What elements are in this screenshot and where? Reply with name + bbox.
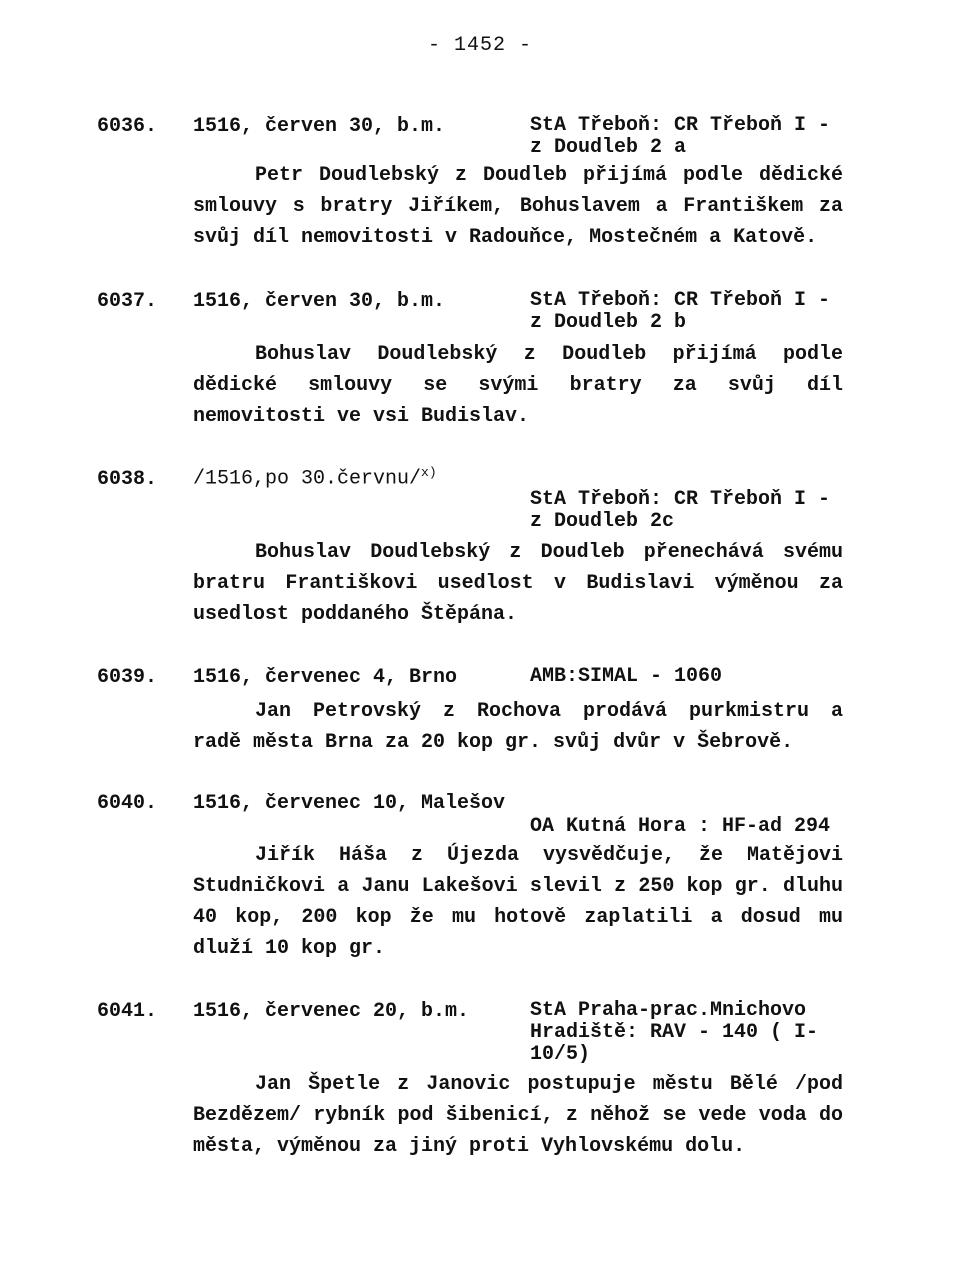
footnote-mark: x) bbox=[421, 465, 437, 480]
page-number: - 1452 - bbox=[427, 34, 532, 57]
entry-text: Petr Doudlebský z Doudleb přijímá podle dědické smlouvy s bratry Jiříkem, Bohuslavem a Františkem za svůj díl nemovitosti v Radouňce, Mostečném a Katově. bbox=[193, 164, 843, 249]
source-line: StA Třeboň: CR Třeboň I - bbox=[530, 488, 831, 511]
source-line: 10/5) bbox=[530, 1043, 591, 1066]
entry-text: Jan Špetle z Janovic postupuje městu Bělé /pod Bezdězem/ rybník pod šibenicí, z něhož se vede voda do města, výměnou za jiný proti Vyhlovskému dolu. bbox=[193, 1073, 843, 1158]
entry-date-text: /1516,po 30.červnu/ bbox=[193, 467, 422, 491]
entry-date: 1516, červenec 10, Malešov bbox=[193, 792, 506, 815]
source-line: StA Třeboň: CR Třeboň I - bbox=[530, 114, 831, 137]
entry-source bbox=[530, 1000, 850, 1066]
entry-text: Bohuslav Doudlebský z Doudleb přenechává svému bratru Františkovi usedlost v Budislavi výměnou za usedlost poddaného Štěpána. bbox=[193, 541, 843, 626]
entry-date: 1516, červen 30, b.m. bbox=[193, 115, 446, 138]
entry-date: 1516, červen 30, b.m. bbox=[193, 290, 446, 313]
source-line: z Doudleb 2 a bbox=[530, 136, 687, 159]
source-line: z Doudleb 2c bbox=[530, 510, 675, 533]
entry-source bbox=[530, 666, 850, 688]
source-line: z Doudleb 2 b bbox=[530, 311, 687, 334]
entry-source bbox=[530, 816, 850, 838]
entry-text: Jan Petrovský z Rochova prodává purkmistru a radě města Brna za 20 kop gr. svůj dvůr v Šebrově. bbox=[193, 700, 843, 754]
entry-number: 6041. bbox=[97, 1000, 158, 1023]
source-line: OA Kutná Hora : HF-ad 294 bbox=[530, 815, 831, 838]
source-line: AMB:SIMAL - 1060 bbox=[530, 665, 723, 688]
source-line: Hradiště: RAV - 140 ( I- bbox=[530, 1021, 819, 1044]
entry-text: Jiřík Háša z Újezda vysvědčuje, že Matějovi Studničkovi a Janu Lakešovi slevil z 250 kop gr. dluhu 40 kop, 200 kop že mu hotově zaplatili a dosud mu dluží 10 kop gr. bbox=[193, 844, 843, 960]
entry-date bbox=[193, 465, 437, 491]
source-line: StA Praha-prac.Mnichovo bbox=[530, 999, 807, 1022]
entry-date: 1516, červenec 4, Brno bbox=[193, 666, 458, 689]
entry-number: 6036. bbox=[97, 115, 158, 138]
entry-date: 1516, červenec 20, b.m. bbox=[193, 1000, 470, 1023]
entry-number: 6038. bbox=[97, 468, 158, 491]
entry-source bbox=[530, 290, 850, 334]
source-line: StA Třeboň: CR Třeboň I - bbox=[530, 289, 831, 312]
entry-source bbox=[530, 489, 850, 533]
entry-source bbox=[530, 115, 850, 159]
entry-number: 6039. bbox=[97, 666, 158, 689]
entry-number: 6037. bbox=[97, 290, 158, 313]
entry-text: Bohuslav Doudlebský z Doudleb přijímá podle dědické smlouvy se svými bratry za svůj díl nemovitosti ve vsi Budislav. bbox=[193, 343, 843, 428]
entry-number: 6040. bbox=[97, 792, 158, 815]
